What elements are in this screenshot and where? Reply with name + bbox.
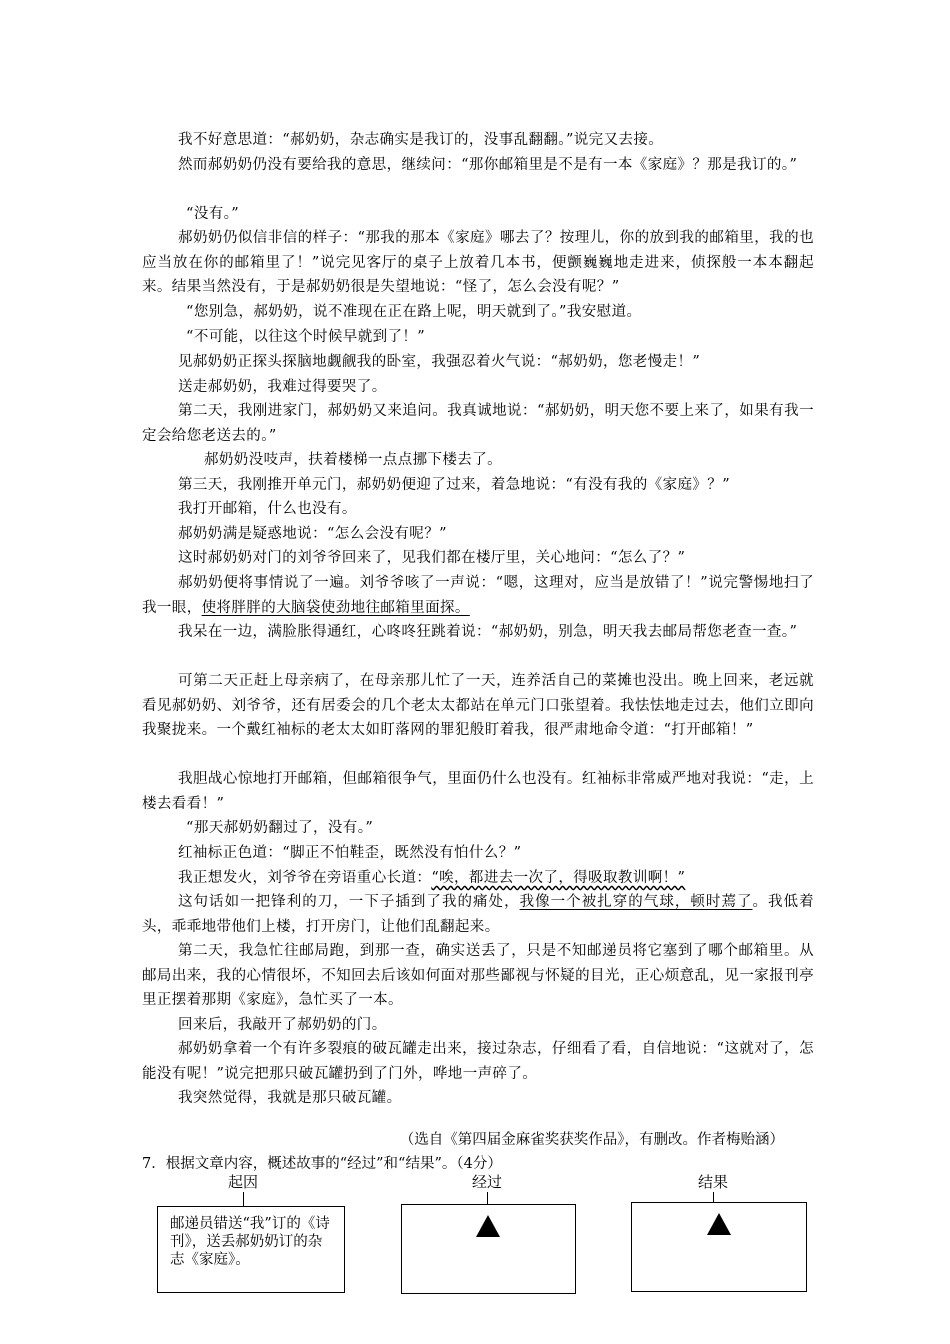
- paragraph: 郝奶奶满是疑惑地说：“怎么会没有呢？”: [178, 526, 447, 542]
- connector-line: [487, 1192, 488, 1204]
- triangle-marker-icon: [707, 1213, 731, 1235]
- connector-line: [713, 1192, 714, 1202]
- paragraph: 我打开邮箱，什么也没有。: [178, 501, 357, 517]
- paragraph: 回来后，我敲开了郝奶奶的门。: [178, 1017, 387, 1033]
- underlined-sentence: 我像一个被扎穿的气球，顿时蔫了: [519, 894, 753, 910]
- paragraph: “不可能，以往这个时候早就到了！”: [186, 329, 426, 345]
- question-text: 7．根据文章内容，概述故事的“经过”和“结果”。（4分）: [142, 1156, 502, 1172]
- paragraph: 红袖标正色道：“脚正不怕鞋歪，既然没有怕什么？”: [178, 845, 522, 861]
- paragraph: 第二天，我急忙往邮局跑，到那一查，确实送丢了，只是不知邮递员将它塞到了哪个邮箱里。从邮局出来，我的心情很坏，不知回去后该如何面对那些鄙视与怀疑的目光，正心烦意乱，见一家报刊亭里正摆着那期《家庭》，急忙买了一本。: [142, 943, 814, 1009]
- answer-box-process[interactable]: [401, 1204, 576, 1294]
- paragraph: 郝奶奶仍似信非信的样子：“那我的那本《家庭》哪去了？按理儿，你的放到我的邮箱里，我的也应当放在你的邮箱里了！”说完见客厅的桌子上放着几本书，便颤巍巍地走进来，侦探般一本本翻起来。结果当然没有，于是郝奶奶很是失望地说：“怪了，怎么会没有呢？”: [142, 230, 814, 296]
- paragraph: 郝奶奶没吱声，扶着楼梯一点点挪下楼去了。: [204, 452, 502, 468]
- paragraph: 送走郝奶奶，我难过得要哭了。: [178, 379, 387, 395]
- cause-text: 邮递员错送“我”订的《诗刊》，送丢郝奶奶订的杂志《家庭》。: [170, 1216, 330, 1268]
- paragraph: 可第二天正赶上母亲病了，在母亲那儿忙了一天，连养活自己的菜摊也没出。晚上回来，老远就看见郝奶奶、刘爷爷，还有居委会的几个老太太都站在单元门口张望着。我怯怯地走过去，他们立即向我聚拢来。一个戴红袖标的老太太如盯落网的罪犯般盯着我，很严肃地命令道：“打开邮箱！”: [142, 673, 814, 739]
- wavy-underlined-quote: “唉，都进去一次了，得吸取教训啊！”: [431, 870, 686, 886]
- paragraph: [142, 571, 814, 620]
- connector-line: [243, 1192, 244, 1206]
- column-label-result: 结果: [697, 1173, 728, 1191]
- paragraph: [142, 890, 814, 939]
- paragraph-text: 郝奶奶便将事情说了一遍。刘爷爷咳了一声说：“嗯，这理对，应当是放错了！”说完警惕地扫了我一眼，: [142, 575, 814, 616]
- paragraph-text: 这句话如一把锋利的刀，一下子插到了我的痛处，: [178, 894, 520, 910]
- column-label-cause: 起因: [227, 1173, 258, 1191]
- paragraph: 见郝奶奶正探头探脑地觑觎我的卧室，我强忍着火气说：“郝奶奶，您老慢走！”: [178, 354, 701, 370]
- paragraph: “那天郝奶奶翻过了，没有。”: [186, 820, 374, 836]
- paragraph: 我胆战心惊地打开邮箱，但邮箱很争气，里面仍什么也没有。红袖标非常威严地对我说：“走，上楼去看看！”: [142, 771, 814, 812]
- paragraph: 郝奶奶拿着一个有许多裂痕的破瓦罐走出来，接过杂志，仔细看了看，自信地说：“这就对了，怎能没有呢！”说完把那只破瓦罐扔到了门外，哗地一声碎了。: [142, 1041, 814, 1082]
- answer-box-result[interactable]: [631, 1202, 807, 1292]
- paragraph: 我不好意思道：“郝奶奶，杂志确实是我订的，没事乱翻翻。”说完又去接。: [178, 132, 664, 148]
- source-citation: （选自《第四届金麻雀奖获奖作品》，有删改。作者梅贻涵）: [399, 1132, 784, 1148]
- paragraph-text: 我正想发火，刘爷爷在旁语重心长道：: [178, 870, 432, 886]
- triangle-marker-icon: [476, 1215, 500, 1237]
- paragraph: 我突然觉得，我就是那只破瓦罐。: [178, 1090, 402, 1106]
- paragraph: 然而郝奶奶仍没有要给我的意思，继续问：“那你邮箱里是不是有一本《家庭》？那是我订的。”: [178, 157, 798, 173]
- paragraph: “没有。”: [186, 206, 240, 222]
- paragraph: 这时郝奶奶对门的刘爷爷回来了，见我们都在楼厅里，关心地问：“怎么了？”: [178, 550, 686, 566]
- paragraph: [142, 866, 814, 891]
- paragraph-text: 。我低着头，乖乖地带他们上楼，打开房门，让他们乱翻起来。: [142, 894, 814, 935]
- paragraph: 我呆在一边，满脸胀得通红，心咚咚狂跳着说：“郝奶奶，别急，明天我去邮局帮您老查一查。”: [178, 624, 798, 640]
- answer-box-cause: [157, 1206, 345, 1293]
- paragraph: 第二天，我刚进家门，郝奶奶又来追问。我真诚地说：“郝奶奶，明天您不要上来了，如果有我一定会给您老送去的。”: [142, 403, 814, 444]
- paragraph: “您别急，郝奶奶，说不准现在正在路上呢，明天就到了。”我安慰道。: [186, 304, 642, 320]
- underlined-sentence: 使将胖胖的大脑袋使劲地往邮箱里面探。: [201, 599, 470, 616]
- paragraph: 第三天，我刚推开单元门，郝奶奶便迎了过来，着急地说：“有没有我的《家庭》？”: [178, 477, 731, 493]
- column-label-process: 经过: [471, 1173, 502, 1191]
